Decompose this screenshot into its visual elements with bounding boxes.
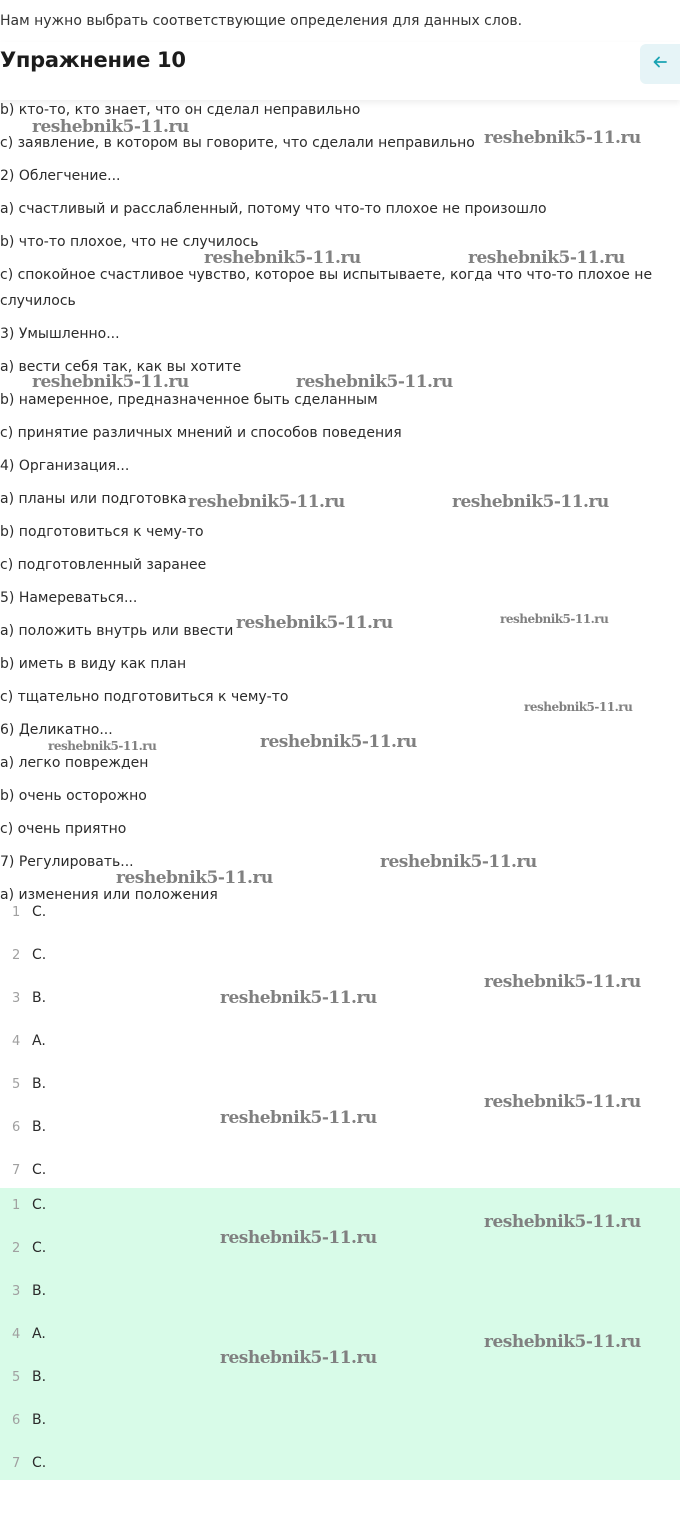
exercise-line: a) планы или подготовка xyxy=(0,491,187,507)
exercise-line: c) заявление, в котором вы говорите, что сделали неправильно xyxy=(0,135,475,151)
exercise-line: 5) Намереваться... xyxy=(0,590,138,606)
exercise-line: 6) Деликатно... xyxy=(0,722,113,738)
exercise-line: c) очень приятно xyxy=(0,821,127,837)
answer-value: B. xyxy=(32,1369,47,1385)
answer-number: 7 xyxy=(12,1163,21,1178)
answer-number: 5 xyxy=(12,1370,21,1385)
answer-number: 4 xyxy=(12,1034,21,1049)
answer-value: B. xyxy=(32,990,47,1006)
task-intro-text: Нам нужно выбрать соответствующие определения для данных слов. xyxy=(0,13,523,29)
answer-value: A. xyxy=(32,1033,46,1049)
answer-row xyxy=(0,1149,680,1192)
exercise-line: b) очень осторожно xyxy=(0,788,147,804)
answer-value: A. xyxy=(32,1326,46,1342)
arrow-left-icon xyxy=(652,54,668,74)
watermark: reshebnik5-11.ru xyxy=(32,117,189,137)
exercise-line: b) кто-то, кто знает, что он сделал неправильно xyxy=(0,102,361,118)
answer-value: B. xyxy=(32,1283,47,1299)
answer-value: C. xyxy=(32,1197,47,1213)
watermark: reshebnik5-11.ru xyxy=(380,852,537,872)
answer-value: B. xyxy=(32,1119,47,1135)
watermark: reshebnik5-11.ru xyxy=(188,492,345,512)
watermark: reshebnik5-11.ru xyxy=(32,372,189,392)
answer-row xyxy=(0,934,680,977)
watermark: reshebnik5-11.ru xyxy=(220,988,377,1008)
answer-row xyxy=(0,1446,680,1489)
watermark: reshebnik5-11.ru xyxy=(260,732,417,752)
exercise-line: b) намеренное, предназначенное быть сделанным xyxy=(0,392,378,408)
answer-row xyxy=(0,1231,680,1274)
exercise-text xyxy=(0,100,680,903)
answer-number: 3 xyxy=(12,991,21,1006)
answer-number: 7 xyxy=(12,1456,21,1471)
answer-row xyxy=(0,977,680,1020)
watermark: reshebnik5-11.ru xyxy=(484,128,641,148)
exercise-line: b) подготовиться к чему-то xyxy=(0,524,204,540)
answer-value: B. xyxy=(32,1076,47,1092)
answer-number: 6 xyxy=(12,1120,21,1135)
exercise-line: c) подготовленный заранее xyxy=(0,557,207,573)
watermark: reshebnik5-11.ru xyxy=(468,248,625,268)
watermark: reshebnik5-11.ru xyxy=(116,868,273,888)
watermark: reshebnik5-11.ru xyxy=(296,372,453,392)
exercise-line: a) изменения или положения xyxy=(0,887,218,903)
watermark: reshebnik5-11.ru xyxy=(220,1348,377,1368)
watermark: reshebnik5-11.ru xyxy=(220,1108,377,1128)
exercise-line: c) принятие различных мнений и способов поведения xyxy=(0,425,402,441)
answer-number: 6 xyxy=(12,1413,21,1428)
watermark: reshebnik5-11.ru xyxy=(484,1212,641,1232)
answer-number: 3 xyxy=(12,1284,21,1299)
exercise-line: 7) Регулировать... xyxy=(0,854,134,870)
exercise-line: 2) Облегчение... xyxy=(0,168,121,184)
answer-row xyxy=(0,1063,680,1106)
page-title: Упражнение 10 xyxy=(0,48,186,72)
watermark: reshebnik5-11.ru xyxy=(452,492,609,512)
back-button[interactable] xyxy=(640,44,680,84)
exercise-line: a) счастливый и расслабленный, потому что что-то плохое не произошло xyxy=(0,201,547,217)
answer-list-highlighted xyxy=(0,1188,680,1480)
exercise-line: 3) Умышленно... xyxy=(0,326,120,342)
answer-number: 4 xyxy=(12,1327,21,1342)
answer-list xyxy=(0,891,680,1192)
answer-row xyxy=(0,1317,680,1360)
answer-row xyxy=(0,1188,680,1231)
watermark: reshebnik5-11.ru xyxy=(484,1332,641,1352)
exercise-line: a) вести себя так, как вы хотите xyxy=(0,359,242,375)
watermark: reshebnik5-11.ru xyxy=(220,1228,377,1248)
answer-number: 5 xyxy=(12,1077,21,1092)
answer-number: 2 xyxy=(12,1241,21,1256)
exercise-header xyxy=(0,42,680,100)
watermark: reshebnik5-11.ru xyxy=(204,248,361,268)
watermark: reshebnik5-11.ru xyxy=(500,612,609,626)
answer-number: 1 xyxy=(12,1198,21,1213)
task-intro xyxy=(0,6,680,28)
answer-value: C. xyxy=(32,1162,47,1178)
answer-value: C. xyxy=(32,904,47,920)
answer-value: C. xyxy=(32,947,47,963)
answer-row xyxy=(0,1360,680,1403)
answer-row xyxy=(0,1403,680,1446)
watermark: reshebnik5-11.ru xyxy=(484,972,641,992)
watermark: reshebnik5-11.ru xyxy=(524,700,633,714)
watermark: reshebnik5-11.ru xyxy=(484,1092,641,1112)
answer-row xyxy=(0,1106,680,1149)
watermark: reshebnik5-11.ru xyxy=(48,739,157,753)
answer-number: 2 xyxy=(12,948,21,963)
answer-row xyxy=(0,1274,680,1317)
answer-row xyxy=(0,1020,680,1063)
answer-value: C. xyxy=(32,1240,47,1256)
exercise-line: b) иметь в виду как план xyxy=(0,656,187,672)
answer-value: C. xyxy=(32,1455,47,1471)
answer-number: 1 xyxy=(12,905,21,920)
answer-value: B. xyxy=(32,1412,47,1428)
exercise-line: a) легко поврежден xyxy=(0,755,149,771)
exercise-line: 4) Организация... xyxy=(0,458,130,474)
exercise-line: c) спокойное счастливое чувство, которое вы испытываете, когда что что-то плохое не случилось xyxy=(0,267,653,309)
exercise-line: b) что-то плохое, что не случилось xyxy=(0,234,259,250)
exercise-line: c) тщательно подготовиться к чему-то xyxy=(0,689,289,705)
watermark: reshebnik5-11.ru xyxy=(236,613,393,633)
exercise-line: a) положить внутрь или ввести xyxy=(0,623,234,639)
